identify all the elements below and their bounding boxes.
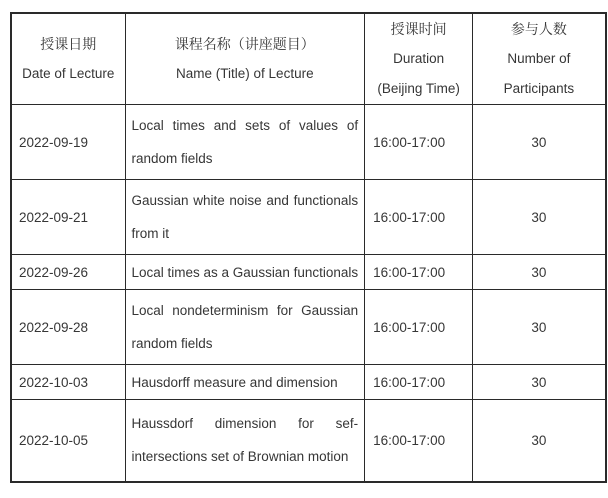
lecture-title-line: random fields xyxy=(131,336,213,351)
header-date-zh: 授课日期 xyxy=(40,36,97,52)
table-row xyxy=(11,290,606,365)
lecture-title-line: Hausdorff measure and dimension xyxy=(131,374,338,390)
cell-participants: 30 xyxy=(473,255,606,290)
lecture-title-line: Local times and sets of values of xyxy=(131,118,359,133)
header-duration-tz: (Beijing Time) xyxy=(377,81,460,96)
lecture-schedule-table xyxy=(10,12,607,483)
table-row xyxy=(11,255,606,290)
cell-lecture-date: 2022-10-05 xyxy=(11,400,125,482)
lecture-title-line: Gaussian white noise and functionals xyxy=(131,193,359,208)
table-body xyxy=(11,13,606,482)
cell-duration: 16:00-17:00 xyxy=(365,255,473,290)
cell-participants: 30 xyxy=(473,400,606,482)
lecture-title-line: Local nondeterminism for Gaussian xyxy=(131,303,359,318)
header-date-of-lecture xyxy=(11,13,125,105)
cell-duration: 16:00-17:00 xyxy=(365,290,473,365)
header-name-zh: 课程名称（讲座题目） xyxy=(174,36,315,52)
cell-lecture-date: 2022-09-28 xyxy=(11,290,125,365)
cell-lecture-title xyxy=(125,255,365,290)
cell-participants: 30 xyxy=(473,290,606,365)
lecture-title-line: intersections set of Brownian motion xyxy=(131,449,349,465)
cell-lecture-date: 2022-09-19 xyxy=(11,105,125,180)
header-duration-en: Duration xyxy=(393,51,445,66)
table-row xyxy=(11,105,606,180)
cell-lecture-title xyxy=(125,290,365,365)
cell-lecture-date: 2022-10-03 xyxy=(11,365,125,400)
header-participants xyxy=(473,13,606,105)
header-duration xyxy=(365,13,473,105)
lecture-title-line: from it xyxy=(131,226,170,241)
cell-duration: 16:00-17:00 xyxy=(365,105,473,180)
header-participants-en1: Number of xyxy=(507,51,571,66)
header-name-of-lecture xyxy=(125,13,365,105)
table-row xyxy=(11,180,606,255)
cell-lecture-title xyxy=(125,365,365,400)
header-participants-en2: Participants xyxy=(503,81,575,96)
cell-lecture-title xyxy=(125,400,365,482)
lecture-title-line: Local times as a Gaussian functionals xyxy=(131,264,359,280)
header-date-en: Date of Lecture xyxy=(22,66,115,81)
cell-duration: 16:00-17:00 xyxy=(365,180,473,255)
cell-lecture-date: 2022-09-21 xyxy=(11,180,125,255)
cell-participants: 30 xyxy=(473,105,606,180)
cell-duration: 16:00-17:00 xyxy=(365,400,473,482)
header-participants-zh: 参与人数 xyxy=(510,21,567,37)
cell-lecture-title xyxy=(125,180,365,255)
table-row xyxy=(11,400,606,482)
table-row xyxy=(11,365,606,400)
cell-participants: 30 xyxy=(473,365,606,400)
cell-lecture-date: 2022-09-26 xyxy=(11,255,125,290)
header-name-en: Name (Title) of Lecture xyxy=(176,66,314,81)
header-duration-zh: 授课时间 xyxy=(390,21,447,37)
cell-lecture-title xyxy=(125,105,365,180)
lecture-title-line: random fields xyxy=(131,151,213,166)
cell-duration: 16:00-17:00 xyxy=(365,365,473,400)
cell-participants: 30 xyxy=(473,180,606,255)
lecture-title-line: Haussdorf dimension for sef- xyxy=(131,416,359,432)
header-row xyxy=(11,13,606,105)
